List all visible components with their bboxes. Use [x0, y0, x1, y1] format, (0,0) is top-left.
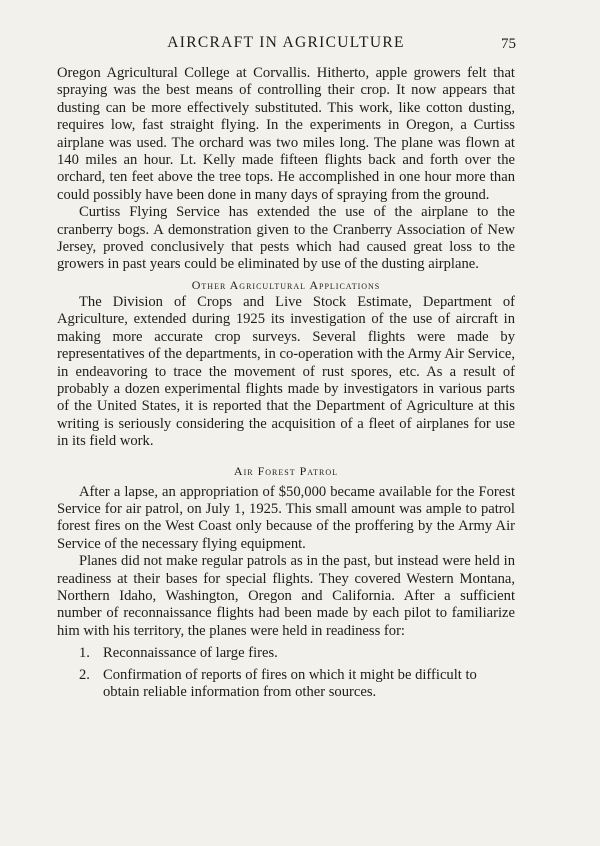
paragraph-cranberry: Curtiss Flying Service has extended the use of the airplane to the cranberry bogs. A demonstration given to the Cranberry Association of New Jersey, proved conclusively that pests which had caused great loss to the growers in past years could be eliminated by use of the dusting airplane. — [57, 204, 515, 273]
section-heading-other-applications: Other Agricultural Applications — [191, 277, 381, 292]
paragraph-oregon-dusting: Oregon Agricultural College at Corvallis. Hitherto, apple growers felt that spraying was the best means of controlling their crop. It now appears that dusting can be more effectively substituted. This work, like cotton dusting, requires low, fast straight flying. In the experiments in Oregon, a Curtiss airplane was used. The orchard was two miles long. The plane was flown at 140 miles an hour. Lt. Kelly made fifteen flights back and forth over the orchard, ten feet above the tree tops. He accomplished in one hour more than could possibly have been done in many days of spraying from the ground. — [57, 65, 515, 203]
page-body — [57, 65, 515, 701]
page-header — [57, 34, 515, 56]
book-page — [57, 34, 515, 705]
readiness-list — [57, 645, 515, 701]
list-item-text: Reconnaissance of large fires. — [103, 645, 278, 662]
paragraph-appropriation: After a lapse, an appropriation of $50,000 became available for the Forest Service for air patrol, on July 1, 1925. This small amount was ample to patrol forest fires on the West Coast only because of the proffering by the Army Air Service of the necessary flying equipment. — [57, 483, 515, 552]
paragraph-patrol-readiness: Planes did not make regular patrols as in the past, but instead were held in readiness at their bases for special flights. They covered Western Montana, Northern Idaho, Washington, Oregon and California. After a sufficient number of reconnaissance flights had been made by each pilot to familiarize him with his territory, the planes were held in readiness for: — [57, 553, 515, 639]
list-item-text: Confirmation of reports of fires on which it might be difficult to obtain reliable information from other sources. — [103, 666, 477, 700]
list-item — [79, 645, 515, 662]
running-title: AIRCRAFT IN AGRICULTURE — [167, 34, 405, 51]
list-item-number: 2. — [79, 666, 90, 683]
page-number: 75 — [501, 36, 516, 52]
section-heading-air-forest-patrol: Air Forest Patrol — [233, 463, 339, 478]
paragraph-crop-surveys: The Division of Crops and Live Stock Estimate, Department of Agriculture, extended during 1925 its investigation of the use of aircraft in making more accurate crop surveys. Several flights were made by representatives of the departments, in co-operation with the Army Air Service, in endeavoring to trace the movement of rust spores, etc. As a result of probably a dozen experimental flights made by investigators in various parts of the United States, it is reported that the Department of Agriculture at this writing is seriously considering the acquisition of a fleet of airplanes for use in its field work. — [57, 293, 515, 450]
list-item-number: 1. — [79, 645, 90, 662]
list-item — [79, 667, 515, 702]
